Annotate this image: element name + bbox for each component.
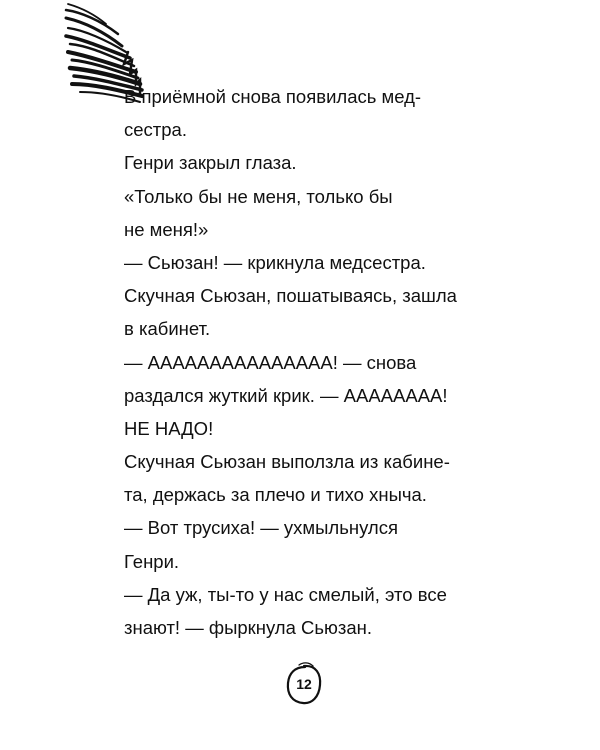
text-line: — ААААААААААААААА! — снова <box>124 351 417 373</box>
body-text <box>124 87 504 651</box>
text-line: не меня!» <box>124 218 209 240</box>
text-line: НЕ НАДО! <box>124 417 214 439</box>
text-line: — Вот трусиха! — ухмыльнулся <box>124 517 398 539</box>
text-line: знают! — фыркнула Сьюзан. <box>124 617 373 638</box>
text-line: раздался жуткий крик. — АААААААА! <box>124 384 448 406</box>
text-line: Генри. <box>124 550 180 572</box>
text-line: В приёмной снова появилась мед- <box>124 86 422 107</box>
page-number: 12 <box>296 676 312 692</box>
text-line: — Сьюзан! — крикнула медсестра. <box>124 251 426 273</box>
text-line: «Только бы не меня, только бы <box>124 185 393 207</box>
text-line: в кабинет. <box>124 318 211 340</box>
text-line: Генри закрыл глаза. <box>124 152 297 174</box>
text-line: сестра. <box>124 119 187 141</box>
text-line: Скучная Сьюзан выползла из кабине- <box>124 451 450 473</box>
page-number-badge <box>283 660 325 710</box>
text-line: та, держась за плечо и тихо хныча. <box>124 484 427 506</box>
text-line: — Да уж, ты-то у нас смелый, это все <box>124 583 447 605</box>
text-line: Скучная Сьюзан, пошатываясь, зашла <box>124 285 457 307</box>
